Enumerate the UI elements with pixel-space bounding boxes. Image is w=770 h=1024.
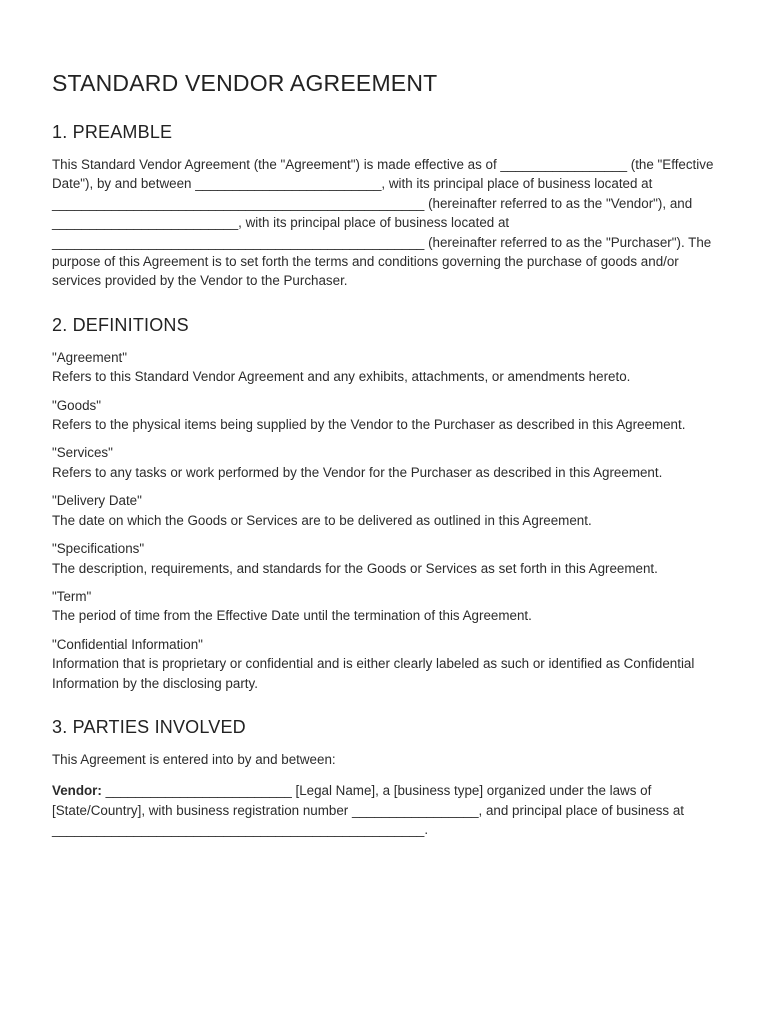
definition-item [52, 587, 722, 626]
definition-text: Refers to the physical items being supplied by the Vendor to the Purchaser as described in this Agreement. [52, 417, 686, 433]
section-preamble [52, 122, 722, 291]
definition-text: The period of time from the Effective Date until the termination of this Agreement. [52, 608, 532, 624]
preamble-text: This Standard Vendor Agreement (the "Agreement") is made effective as of _________________ (the "Effective Date"), by and between _________________________, with its principal place of business located at __________________________________________________ (hereinafter referred to as the "Vendor"), and _________________________, with its principal place of business located at __________________________________________________ (hereinafter referred to as the "Purchaser"). The purpose of this Agreement is to set forth the terms and conditions governing the purchase of goods and/or services provided by the Vendor to the Purchaser. [52, 157, 714, 289]
definition-item [52, 539, 722, 578]
vendor-clause [52, 781, 722, 839]
definitions-heading: 2. DEFINITIONS [52, 314, 189, 335]
definition-text: The description, requirements, and standards for the Goods or Services as set forth in this Agreement. [52, 560, 658, 576]
vendor-label: Vendor: [52, 783, 102, 799]
preamble-heading: 1. PREAMBLE [52, 122, 173, 142]
document-page [52, 70, 722, 864]
definition-term: "Agreement" [52, 349, 128, 365]
vendor-text: _________________________ [Legal Name], a [business type] organized under the laws of [State/Country], with business registration number _________________, and principal place of business at __________________________________________________. [52, 783, 684, 838]
definition-text: Refers to any tasks or work performed by the Vendor for the Purchaser as described in this Agreement. [52, 464, 663, 480]
definition-term: "Confidential Information" [52, 636, 203, 652]
definition-term: "Specifications" [52, 541, 145, 557]
definition-text: Refers to this Standard Vendor Agreement and any exhibits, attachments, or amendments hereto. [52, 369, 631, 385]
definition-item [52, 348, 722, 387]
definition-text: The date on which the Goods or Services are to be delivered as outlined in this Agreement. [52, 512, 592, 528]
definition-item [52, 396, 722, 435]
definition-text: Information that is proprietary or confidential and is either clearly labeled as such or identified as Confidential Information by the disclosing party. [52, 656, 695, 691]
definition-term: "Goods" [52, 397, 101, 413]
document-title: STANDARD VENDOR AGREEMENT [52, 70, 438, 96]
definition-item [52, 491, 722, 530]
definition-item [52, 635, 722, 693]
section-definitions [52, 315, 722, 693]
definition-term: "Services" [52, 445, 113, 461]
parties-heading: 3. PARTIES INVOLVED [52, 716, 246, 737]
section-parties [52, 717, 722, 840]
parties-intro: This Agreement is entered into by and between: [52, 751, 336, 767]
definition-term: "Term" [52, 588, 92, 604]
definition-item [52, 443, 722, 482]
definition-term: "Delivery Date" [52, 493, 142, 509]
